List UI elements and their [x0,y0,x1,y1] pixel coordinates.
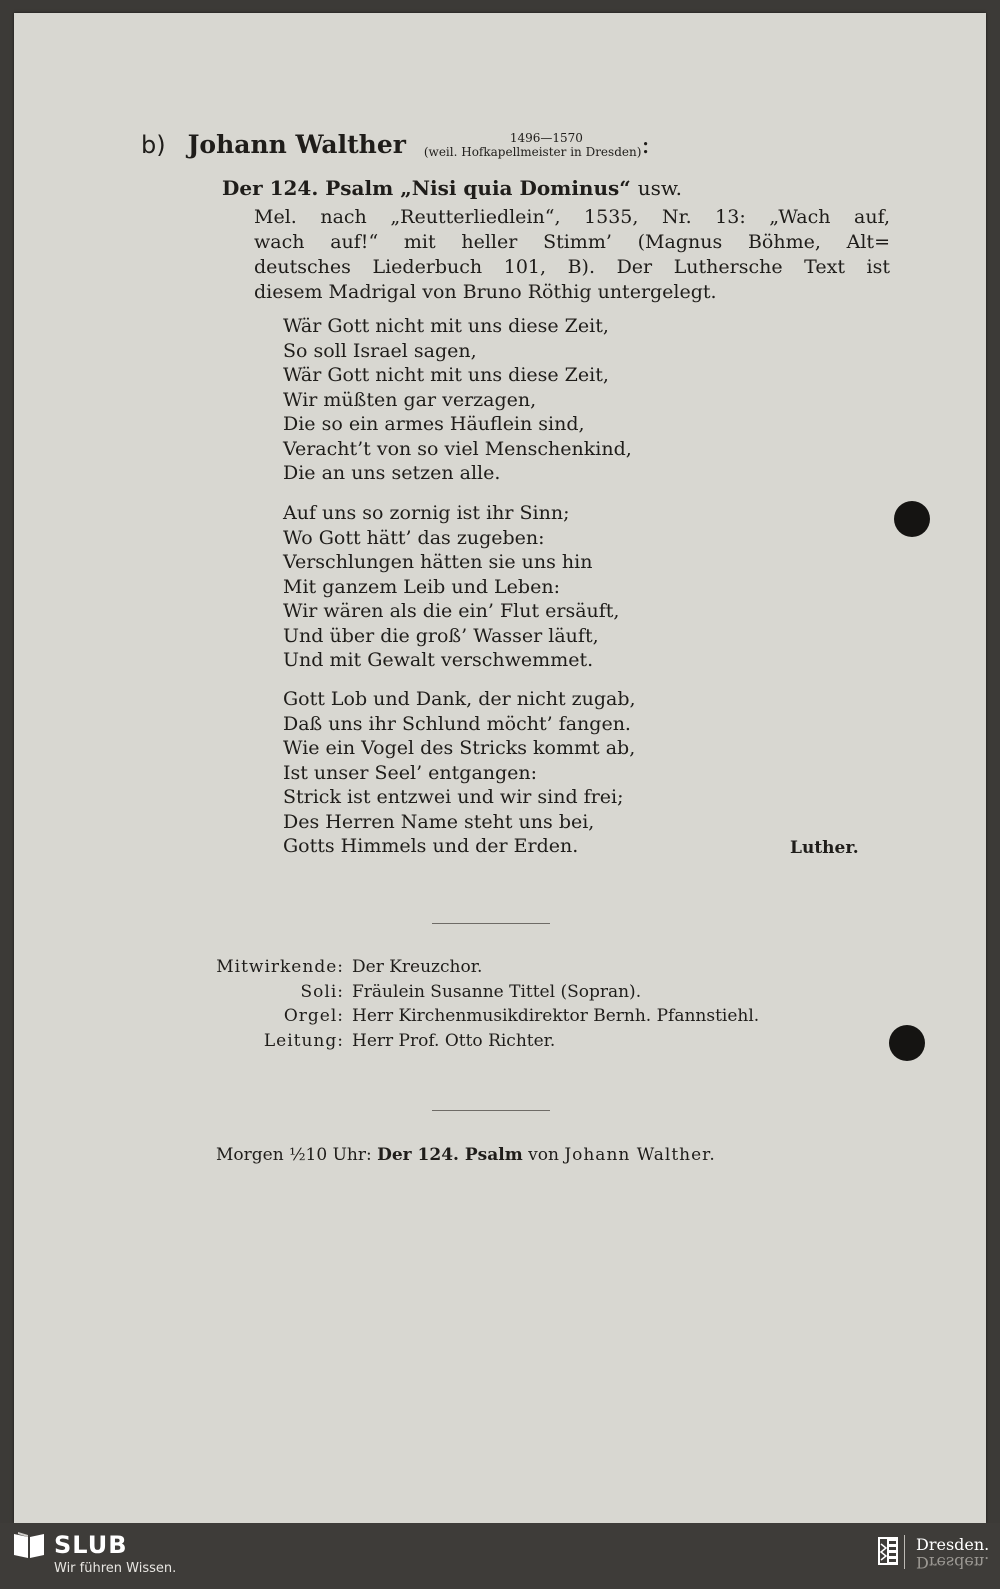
verse-line: Strick ist entzwei und wir sind frei; [283,786,624,808]
notice-psalm: Der 124. Psalm [377,1145,523,1165]
verse-line: Des Herren Name steht uns bei, [283,810,595,833]
verse-line: Mit ganzem Leib und Leben: [283,575,560,598]
stanza-3 [283,687,636,859]
credit-person: Herr Kirchenmusikdirektor Bernh. Pfannstiehl. [352,1006,760,1026]
text-author: Luther. [790,838,859,858]
stanza-2 [283,501,619,673]
verse-line: Gotts Himmels und der Erden. [283,835,579,857]
book-icon [12,1530,46,1564]
melody-note-line: deutsches Liederbuch 101, B). Der Luthersche Text ist [254,256,890,278]
work-title [222,176,682,200]
work-title-text: Der 124. Psalm „Nisi quia Dominus“ [222,176,631,200]
library-slogan: Wir führen Wissen. [54,1561,177,1576]
punch-hole [894,501,930,537]
divider-rule [432,923,550,924]
stanza-1 [283,314,632,486]
work-title-suffix: usw. [637,176,682,200]
composer-dates: ( 1496—1570 weil. Hofkapellmeister in Dresden) [423,131,642,159]
credit-role: Mitwirkende: [216,957,344,977]
verse-line: So soll Israel sagen, [283,339,477,362]
credit-person: Fräulein Susanne Tittel (Sopran). [352,981,642,1002]
melody-note [254,205,890,305]
footer-bar [0,1523,1000,1589]
verse-line: Wir müßten gar verzagen, [283,388,537,411]
composer-heading [141,130,650,159]
dresden-crest-icon [877,1536,899,1570]
credit-role: Leitung: [263,1030,344,1051]
verse-line: Ist unser Seel’ entgangen: [283,761,538,784]
footer-divider [904,1535,905,1569]
verse-line: Gott Lob und Dank, der nicht zugab, [283,688,636,710]
verse-line: Die an uns setzen alle. [283,462,501,484]
city-logo-reflection: Dresden. [916,1553,990,1572]
section-label: b) [141,131,166,159]
verse-line: Auf uns so zornig ist ihr Sinn; [283,502,570,524]
notice-connector: von [528,1145,559,1165]
verse-line: Wir wären als die ein’ Flut ersäuft, [283,600,620,622]
library-name: SLUB [54,1531,128,1559]
verse-line: Daß uns ihr Schlund möcht’ fangen. [283,712,631,735]
heading-colon: : [641,130,650,159]
composer-years: 1496—1570 [509,131,583,145]
verse-line: Und über die groß’ Wasser läuft, [283,624,599,647]
verse-line: Und mit Gewalt verschwemmet. [283,649,594,671]
divider-rule [432,1110,550,1111]
composer-name: Johann Walther [187,130,406,159]
melody-note-line: wach auf!“ mit heller Stimm’ (Magnus Böhme, Alt= [254,231,890,253]
city-logo-text: Dresden. [916,1535,990,1554]
credit-person: Herr Prof. Otto Richter. [352,1030,556,1051]
credit-person: Der Kreuzchor. [352,957,483,977]
melody-note-line: Mel. nach „Reutterliedlein“, 1535, Nr. 13: „Wach auf, [254,206,890,228]
punch-hole [889,1025,925,1061]
notice-time: Morgen ½10 Uhr: [216,1145,372,1165]
verse-line: Wär Gott nicht mit uns diese Zeit, [283,364,609,386]
verse-line: Veracht’t von so viel Menschenkind, [283,437,632,460]
verse-line: Verschlungen hätten sie uns hin [283,551,593,573]
verse-line: Die so ein armes Häuflein sind, [283,413,585,435]
credits-persons [352,955,792,1053]
morning-notice [216,1145,716,1165]
credits-roles [196,955,344,1053]
melody-note-line: diesem Madrigal von Bruno Röthig untergelegt. [254,281,717,303]
notice-composer: Johann Walther. [564,1145,716,1165]
composer-office: weil. Hofkapellmeister in Dresden [428,145,637,159]
verse-line: Wär Gott nicht mit uns diese Zeit, [283,315,609,337]
verse-line: Wie ein Vogel des Stricks kommt ab, [283,737,636,759]
verse-line: Wo Gott hätt’ das zugeben: [283,526,545,549]
credit-role: Soli: [300,981,344,1002]
credit-role: Orgel: [283,1006,344,1026]
